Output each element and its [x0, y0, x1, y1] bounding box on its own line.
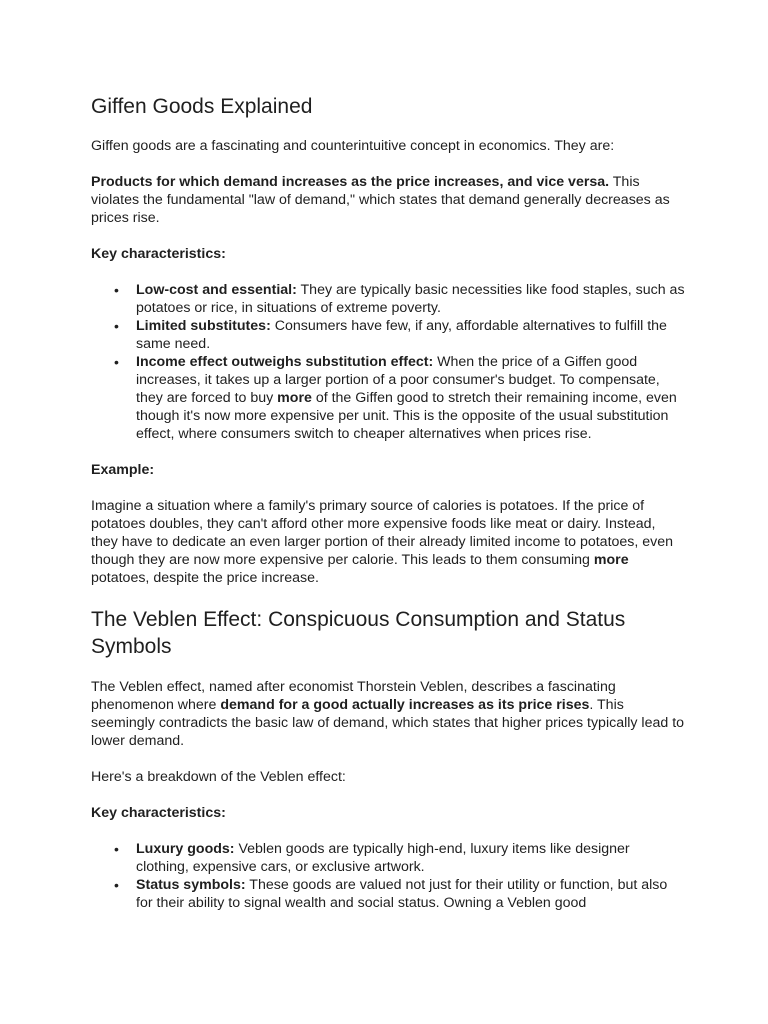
list-item [136, 840, 686, 876]
list-item-term: Income effect outweighs substitution effect: [136, 354, 434, 370]
document-page [91, 93, 686, 930]
list-item-term: Luxury goods: [136, 841, 235, 857]
giffen-intro: Giffen goods are a fascinating and counterintuitive concept in economics. They are: [91, 138, 615, 154]
list-item-text: These goods are valued not just for their utility or function, but also for their ability to signal wealth and social status. Owning a Veblen good [136, 877, 668, 911]
veblen-intro [91, 678, 686, 750]
giffen-example-text-end: potatoes, despite the price increase. [91, 570, 319, 586]
giffen-key-heading [91, 245, 686, 263]
list-item-term: Status symbols: [136, 877, 246, 893]
veblen-intro-text-end: . This seemingly contradicts the basic law of demand, which states that higher prices typically lead to lower demand. [91, 697, 685, 749]
giffen-characteristics-list [91, 281, 686, 443]
veblen-key-heading [91, 804, 686, 822]
veblen-key-heading-text: Key characteristics: [91, 805, 226, 821]
giffen-definition-rest: This violates the fundamental "law of demand," which states that demand generally decreases as prices rise. [91, 174, 670, 226]
giffen-example-text: Imagine a situation where a family's primary source of calories is potatoes. If the price of potatoes doubles, they can't afford other more expensive foods like meat or dairy. Instead, they have to dedicate an even larger portion of their already limited income to potatoes, even though they are now more expensive per calorie. This leads to them consuming [91, 498, 674, 568]
giffen-definition [91, 173, 686, 227]
list-item-text: Veblen goods are typically high-end, luxury items like designer clothing, expensive cars, or exclusive artwork. [136, 841, 630, 875]
veblen-title: The Veblen Effect: Conspicuous Consumption and Status Symbols [91, 608, 626, 658]
giffen-example-emphasis: more [593, 552, 629, 568]
giffen-key-heading-text: Key characteristics: [91, 246, 226, 262]
giffen-definition-bold: Products for which demand increases as the price increases, and vice versa. [91, 174, 610, 190]
list-item [136, 876, 686, 912]
veblen-breakdown: Here's a breakdown of the Veblen effect: [91, 769, 346, 785]
veblen-intro-text: The Veblen effect, named after economist Thorstein Veblen, describes a fascinating phenomenon where [91, 679, 616, 713]
giffen-example-heading-text: Example: [91, 462, 155, 478]
list-item [136, 353, 686, 443]
list-item-text: Consumers have few, if any, affordable alternatives to fulfill the same need. [136, 318, 667, 352]
list-item-text: They are typically basic necessities like food staples, such as potatoes or rice, in situations of extreme poverty. [136, 282, 685, 316]
list-item-text: of the Giffen good to stretch their remaining income, even though it's now more expensive per unit. This is the opposite of the usual substitution effect, where consumers switch to cheaper alternatives when prices rise. [136, 390, 677, 442]
list-item [136, 317, 686, 353]
list-item-text: When the price of a Giffen good increases, it takes up a larger portion of a poor consumer's budget. To compensate, they are forced to buy [136, 354, 660, 406]
list-item-term: Low-cost and essential: [136, 282, 297, 298]
list-item-emphasis: more [277, 390, 312, 406]
giffen-example [91, 497, 686, 587]
veblen-characteristics-list [91, 840, 686, 912]
giffen-title: Giffen Goods Explained [91, 95, 313, 118]
giffen-example-heading [91, 461, 686, 479]
veblen-intro-emphasis: demand for a good actually increases as its price rises [220, 697, 590, 713]
list-item-term: Limited substitutes: [136, 318, 271, 334]
list-item [136, 281, 686, 317]
